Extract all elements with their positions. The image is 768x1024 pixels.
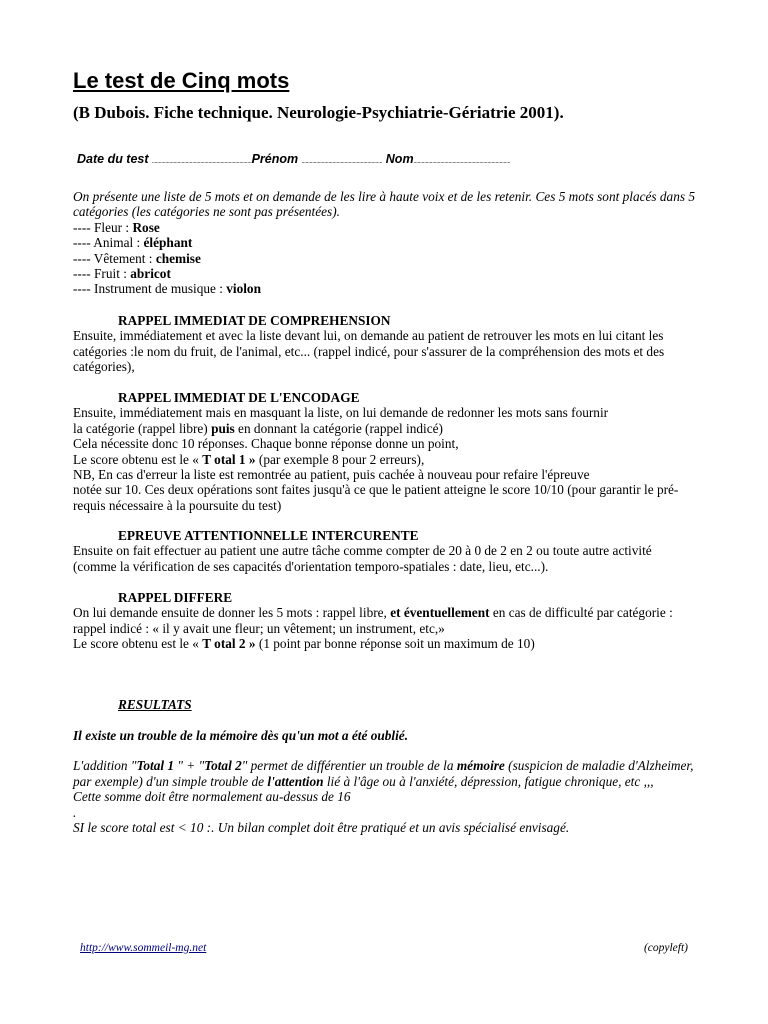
score-line: Le score obtenu est le « T otal 2 » (1 point par bonne réponse soit un maximum de 10): [73, 636, 535, 652]
word-item: ---- Vêtement : chemise: [73, 250, 201, 266]
results-section: [73, 728, 698, 835]
website-link[interactable]: http://www.sommeil-mg.net: [80, 942, 207, 954]
nom-field[interactable]: ........................................................................: [413, 158, 511, 165]
section-text: Ensuite, immédiatement mais en masquant la liste, on lui demande de redonner les mots sans fournir: [73, 405, 609, 421]
word-item: ---- Fruit : abricot: [73, 266, 171, 282]
section-text: Cela nécessite donc 10 réponses. Chaque bonne réponse donne un point,: [73, 436, 459, 452]
section-heading: RAPPEL DIFFERE: [118, 590, 233, 605]
section-heading: EPREUVE ATTENTIONNELLE INTERCURENTE: [118, 528, 419, 543]
section-text: notée sur 10. Ces deux opérations sont faites jusqu'à ce que le patient atteigne le score 10/10 (pour garantir le pré-requis nécessaire à la poursuite du test): [73, 482, 679, 513]
score-line: Le score obtenu est le « T otal 1 » (par exemple 8 pour 2 erreurs),: [73, 451, 425, 467]
intro-text: On présente une liste de 5 mots et on demande de les lire à haute voix et de les retenir. Ces 5 mots sont placés dans 5 catégories (les catégories ne sont pas présentées).: [73, 189, 696, 220]
results-statement: Il existe un trouble de la mémoire dès qu'un mot a été oublié.: [73, 728, 409, 743]
nom-label: Nom: [385, 152, 414, 166]
section-differe: [73, 590, 698, 652]
word-item: ---- Fleur : Rose: [73, 219, 160, 235]
patient-info-line: [77, 152, 698, 169]
section-heading: RAPPEL IMMEDIAT DE COMPREHENSION: [118, 313, 391, 328]
results-heading: RESULTATS: [118, 697, 192, 712]
word-item: ---- Animal : éléphant: [73, 235, 193, 251]
section-attention: [73, 528, 698, 574]
document-title: Le test de Cinq mots: [73, 68, 290, 93]
results-threshold: Cette somme doit être normalement au-dessus de 16: [73, 789, 351, 805]
section-comprehension: [73, 313, 698, 375]
prenom-label: Prénom: [251, 152, 299, 166]
section-text: la catégorie (rappel libre) puis en donnant la catégorie (rappel indicé): [73, 420, 443, 436]
section-heading: RAPPEL IMMEDIAT DE L'ENCODAGE: [118, 390, 360, 405]
word-item: ---- Instrument de musique : violon: [73, 281, 261, 297]
date-label: Date du test: [77, 152, 149, 166]
copyleft-note: (copyleft): [643, 942, 688, 954]
date-field[interactable]: ..........................................................................: [152, 158, 252, 165]
section-encodage: [73, 390, 698, 513]
section-text: On lui demande ensuite de donner les 5 mots : rappel libre, et éventuellement en cas de difficulté par catégorie : rappel indicé : « il y avait une fleur; un vêtement; un instrument, etc,»: [73, 605, 673, 636]
results-paragraph: L'addition "Total 1 " + "Total 2" permet de différentier un trouble de la mémoire (suspicion de maladie d'Alzheimer, par exemple) d'un simple trouble de l'attention lié à l'âge ou à l'anxiété, dépression, fatigue chronique, etc ,,,: [73, 758, 694, 789]
results-dot: .: [73, 804, 77, 820]
intro-section: [73, 189, 698, 297]
document-subtitle: (B Dubois. Fiche technique. Neurologie-Psychiatrie-Gériatrie 2001).: [73, 103, 564, 122]
results-conclusion: SI le score total est < 10 :. Un bilan complet doit être pratiqué et un avis spécialisé envisagé.: [73, 820, 570, 836]
prenom-field[interactable]: ............................................................: [301, 158, 383, 165]
section-text: NB, En cas d'erreur la liste est remontrée au patient, puis cachée à nouveau pour refaire l'épreuve: [73, 467, 590, 483]
section-text: Ensuite, immédiatement et avec la liste devant lui, on demande au patient de retrouver les mots en lui citant les catégories :le nom du fruit, de l'animal, etc... (rappel indicé, pour s'assurer de la compréhension des mots et des catégories),: [73, 328, 665, 375]
section-text: Ensuite on fait effectuer au patient une autre tâche comme compter de 20 à 0 de 2 en 2 ou toute autre activité (comme la vérification de ses capacités d'orientation temporo-spatiales : date, lieu, etc...).: [73, 543, 652, 574]
